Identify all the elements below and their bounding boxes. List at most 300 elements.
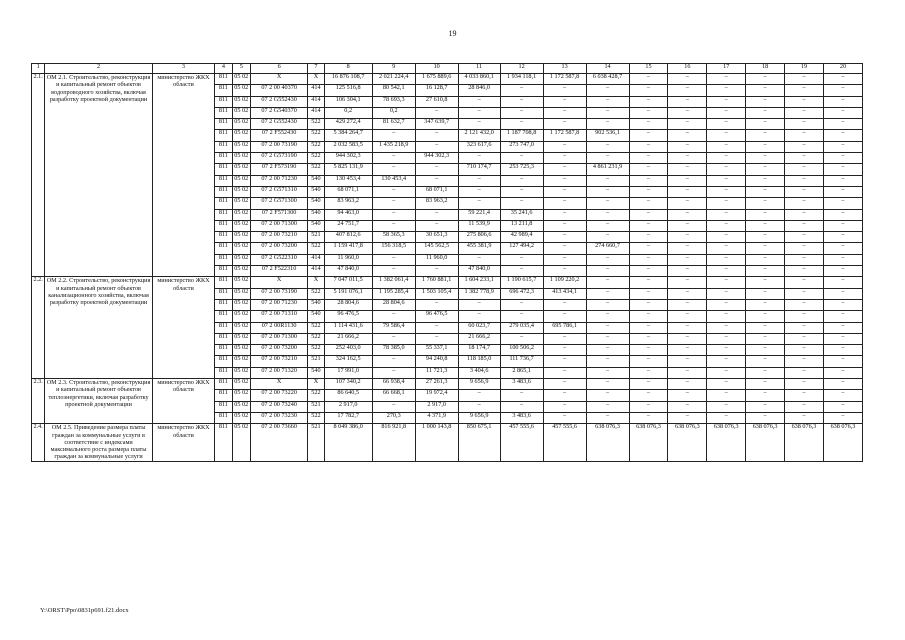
- data-cell: 07 2 00 71230: [250, 175, 307, 186]
- data-cell: 07 2 G573190: [250, 153, 307, 164]
- data-cell: –: [543, 96, 586, 107]
- data-cell: 11 721,3: [415, 367, 458, 378]
- data-cell: –: [707, 390, 746, 401]
- data-cell: 07 2 G552430: [250, 96, 307, 107]
- data-cell: 4 033 860,1: [458, 74, 500, 85]
- data-cell: 638 076,3: [668, 424, 707, 462]
- data-cell: 145 562,5: [415, 243, 458, 254]
- data-cell: 78 385,0: [372, 345, 415, 356]
- data-cell: –: [823, 345, 862, 356]
- data-cell: –: [668, 333, 707, 344]
- data-cell: –: [415, 322, 458, 333]
- data-cell: 07 2 00 71300: [250, 333, 307, 344]
- data-cell: –: [415, 333, 458, 344]
- data-cell: –: [823, 164, 862, 175]
- data-cell: 811: [215, 96, 232, 107]
- data-cell: –: [543, 232, 586, 243]
- data-cell: –: [629, 209, 668, 220]
- data-cell: 05 02: [232, 232, 250, 243]
- data-cell: 638 076,3: [629, 424, 668, 462]
- data-cell: –: [586, 85, 629, 96]
- data-cell: –: [543, 254, 586, 265]
- data-cell: –: [668, 209, 707, 220]
- data-cell: –: [707, 175, 746, 186]
- data-cell: –: [785, 333, 824, 344]
- data-cell: 540: [308, 367, 324, 378]
- data-cell: –: [707, 345, 746, 356]
- data-cell: –: [415, 130, 458, 141]
- data-cell: –: [543, 401, 586, 412]
- data-cell: –: [823, 175, 862, 186]
- data-cell: –: [586, 107, 629, 118]
- data-cell: 05 02: [232, 390, 250, 401]
- data-cell: 07 2 00 40370: [250, 85, 307, 96]
- data-cell: –: [668, 254, 707, 265]
- data-cell: –: [823, 401, 862, 412]
- data-cell: –: [458, 299, 500, 310]
- column-number-header: 3: [152, 64, 214, 74]
- data-cell: –: [707, 243, 746, 254]
- data-cell: –: [823, 74, 862, 85]
- data-cell: 05 02: [232, 356, 250, 367]
- data-cell: –: [785, 356, 824, 367]
- data-cell: –: [823, 288, 862, 299]
- data-cell: –: [746, 277, 785, 288]
- data-cell: 05 02: [232, 299, 250, 310]
- data-cell: 413 434,1: [543, 288, 586, 299]
- data-cell: –: [823, 311, 862, 322]
- column-number-header: 5: [232, 64, 250, 74]
- data-cell: 1 172 587,8: [543, 130, 586, 141]
- item-number: 2.4.: [32, 424, 45, 462]
- data-cell: –: [458, 198, 500, 209]
- column-number-header: 15: [629, 64, 668, 74]
- data-cell: –: [746, 254, 785, 265]
- data-cell: –: [668, 288, 707, 299]
- data-cell: 59 221,4: [458, 209, 500, 220]
- data-cell: 5 191 076,1: [324, 288, 372, 299]
- data-cell: 521: [308, 424, 324, 462]
- data-cell: 279 035,4: [500, 322, 543, 333]
- data-cell: 05 02: [232, 96, 250, 107]
- column-number-header: 18: [746, 64, 785, 74]
- data-cell: –: [746, 401, 785, 412]
- data-cell: –: [586, 141, 629, 152]
- data-cell: 816 921,8: [372, 424, 415, 462]
- data-cell: X: [250, 74, 307, 85]
- data-cell: 05 02: [232, 367, 250, 378]
- data-cell: 3 483,6: [500, 412, 543, 423]
- data-cell: –: [746, 175, 785, 186]
- column-number-header: 16: [668, 64, 707, 74]
- data-cell: –: [746, 356, 785, 367]
- data-cell: 05 02: [232, 141, 250, 152]
- table-row: [32, 424, 863, 462]
- data-cell: 1 195 285,4: [372, 288, 415, 299]
- column-number-header: 10: [415, 64, 458, 74]
- data-cell: –: [823, 209, 862, 220]
- data-cell: –: [785, 288, 824, 299]
- item-number: 2.2.: [32, 277, 45, 379]
- data-cell: –: [629, 254, 668, 265]
- data-cell: –: [746, 333, 785, 344]
- data-cell: –: [785, 390, 824, 401]
- data-cell: –: [785, 243, 824, 254]
- data-cell: –: [785, 379, 824, 390]
- data-cell: –: [785, 209, 824, 220]
- data-cell: 96 476,5: [415, 311, 458, 322]
- data-cell: 07 2 00 73200: [250, 243, 307, 254]
- data-cell: –: [668, 164, 707, 175]
- data-cell: 414: [308, 254, 324, 265]
- data-cell: –: [629, 232, 668, 243]
- data-cell: –: [668, 299, 707, 310]
- data-cell: 79 586,4: [372, 322, 415, 333]
- data-cell: 540: [308, 311, 324, 322]
- data-cell: –: [746, 107, 785, 118]
- data-cell: –: [707, 186, 746, 197]
- data-cell: 05 02: [232, 277, 250, 288]
- data-cell: 710 174,7: [458, 164, 500, 175]
- data-cell: –: [629, 379, 668, 390]
- data-cell: –: [629, 74, 668, 85]
- data-cell: 78 693,3: [372, 96, 415, 107]
- data-cell: 811: [215, 356, 232, 367]
- data-cell: 11 960,0: [324, 254, 372, 265]
- data-cell: 811: [215, 311, 232, 322]
- data-cell: 811: [215, 345, 232, 356]
- data-cell: 455 381,9: [458, 243, 500, 254]
- data-cell: 94 240,8: [415, 356, 458, 367]
- data-cell: –: [543, 186, 586, 197]
- data-cell: –: [785, 107, 824, 118]
- data-cell: –: [500, 390, 543, 401]
- data-cell: –: [458, 311, 500, 322]
- data-cell: –: [746, 209, 785, 220]
- data-cell: 811: [215, 424, 232, 462]
- data-cell: 1 114 431,6: [324, 322, 372, 333]
- data-cell: –: [372, 209, 415, 220]
- data-cell: X: [308, 379, 324, 390]
- data-cell: 696 472,3: [500, 288, 543, 299]
- table-row: [32, 277, 863, 288]
- data-cell: 1 190 615,7: [500, 277, 543, 288]
- data-cell: 811: [215, 333, 232, 344]
- data-cell: 17 991,0: [324, 367, 372, 378]
- data-cell: –: [629, 198, 668, 209]
- data-cell: –: [823, 232, 862, 243]
- measure-title: ОМ 2.3. Строительство, реконструкция и капитальный ремонт объектов теплоэнергетики, включая разработку проектной документации: [45, 379, 152, 424]
- page-number: 19: [448, 29, 457, 38]
- column-number-header: 7: [308, 64, 324, 74]
- data-cell: 05 02: [232, 130, 250, 141]
- data-cell: 07 2 00 73660: [250, 424, 307, 462]
- data-cell: –: [458, 153, 500, 164]
- data-cell: –: [415, 164, 458, 175]
- data-cell: 07 2 00 73210: [250, 356, 307, 367]
- data-cell: 27 610,8: [415, 96, 458, 107]
- column-number-header: 13: [543, 64, 586, 74]
- data-cell: –: [668, 345, 707, 356]
- data-cell: 07 2 G571310: [250, 186, 307, 197]
- data-cell: –: [668, 186, 707, 197]
- data-cell: 28 804,6: [324, 299, 372, 310]
- data-cell: 253 725,3: [500, 164, 543, 175]
- data-cell: 811: [215, 401, 232, 412]
- data-cell: –: [785, 130, 824, 141]
- data-cell: 522: [308, 130, 324, 141]
- header-row: [32, 64, 863, 74]
- data-cell: 05 02: [232, 220, 250, 231]
- column-number-header: 19: [785, 64, 824, 74]
- data-cell: 811: [215, 164, 232, 175]
- data-cell: 05 02: [232, 424, 250, 462]
- data-cell: –: [415, 107, 458, 118]
- data-cell: –: [823, 107, 862, 118]
- data-cell: –: [668, 266, 707, 277]
- data-cell: –: [668, 412, 707, 423]
- data-cell: –: [746, 345, 785, 356]
- data-cell: 81 632,7: [372, 119, 415, 130]
- data-cell: –: [543, 85, 586, 96]
- data-cell: –: [746, 232, 785, 243]
- data-cell: 4 371,9: [415, 412, 458, 423]
- data-cell: –: [746, 119, 785, 130]
- data-cell: –: [586, 266, 629, 277]
- data-cell: 05 02: [232, 333, 250, 344]
- data-cell: 540: [308, 186, 324, 197]
- data-cell: –: [668, 153, 707, 164]
- data-cell: 1 760 881,1: [415, 277, 458, 288]
- data-cell: –: [823, 96, 862, 107]
- data-cell: –: [415, 299, 458, 310]
- column-number-header: 9: [372, 64, 415, 74]
- data-cell: 1 382 061,4: [372, 277, 415, 288]
- data-cell: –: [543, 390, 586, 401]
- data-cell: –: [500, 153, 543, 164]
- data-cell: 2 865,1: [500, 367, 543, 378]
- measure-title: ОМ 2.2. Строительство, реконструкция и капитальный ремонт объектов канализационного хозяйства, включая разработку проектной документации: [45, 277, 152, 379]
- data-cell: –: [372, 333, 415, 344]
- data-cell: –: [629, 390, 668, 401]
- data-cell: 811: [215, 107, 232, 118]
- data-cell: –: [629, 175, 668, 186]
- data-cell: –: [543, 175, 586, 186]
- data-cell: –: [785, 367, 824, 378]
- data-cell: –: [668, 379, 707, 390]
- data-cell: 21 666,2: [458, 333, 500, 344]
- data-cell: 07 2 00 71320: [250, 367, 307, 378]
- data-cell: –: [707, 288, 746, 299]
- data-cell: –: [668, 96, 707, 107]
- data-cell: 1 159 417,8: [324, 243, 372, 254]
- data-cell: –: [707, 367, 746, 378]
- data-cell: 07 2 G540370: [250, 107, 307, 118]
- data-cell: –: [668, 175, 707, 186]
- data-cell: –: [586, 390, 629, 401]
- data-cell: 118 185,0: [458, 356, 500, 367]
- data-cell: –: [629, 141, 668, 152]
- data-cell: 05 02: [232, 254, 250, 265]
- data-cell: 3 483,6: [500, 379, 543, 390]
- data-cell: –: [500, 254, 543, 265]
- data-cell: –: [629, 243, 668, 254]
- data-cell: –: [668, 130, 707, 141]
- data-cell: –: [415, 141, 458, 152]
- data-cell: 811: [215, 243, 232, 254]
- data-cell: –: [372, 164, 415, 175]
- data-cell: –: [707, 232, 746, 243]
- data-cell: –: [586, 254, 629, 265]
- data-cell: 414: [308, 96, 324, 107]
- data-cell: –: [543, 356, 586, 367]
- data-cell: –: [586, 186, 629, 197]
- data-cell: –: [629, 288, 668, 299]
- data-cell: 07 2 F571300: [250, 209, 307, 220]
- data-cell: 05 02: [232, 164, 250, 175]
- data-cell: –: [543, 367, 586, 378]
- data-cell: 05 02: [232, 266, 250, 277]
- data-cell: –: [746, 311, 785, 322]
- data-cell: –: [372, 266, 415, 277]
- column-number-header: 1: [32, 64, 45, 74]
- file-path-footer: Y:\ORST\Ppo\0831p691.f21.docx: [40, 607, 129, 614]
- data-cell: 522: [308, 412, 324, 423]
- data-cell: –: [586, 311, 629, 322]
- data-cell: –: [629, 299, 668, 310]
- data-cell: –: [629, 85, 668, 96]
- item-number: 2.1.: [32, 74, 45, 277]
- data-cell: 695 786,1: [543, 322, 586, 333]
- data-cell: –: [629, 130, 668, 141]
- data-cell: 96 476,5: [324, 311, 372, 322]
- data-cell: –: [707, 220, 746, 231]
- data-cell: –: [586, 277, 629, 288]
- data-cell: –: [500, 96, 543, 107]
- column-number-header: 14: [586, 64, 629, 74]
- data-cell: 05 02: [232, 379, 250, 390]
- data-cell: –: [785, 119, 824, 130]
- data-cell: 07 2 00R1130: [250, 322, 307, 333]
- data-cell: 1 675 889,6: [415, 74, 458, 85]
- data-cell: –: [823, 367, 862, 378]
- data-cell: 522: [308, 288, 324, 299]
- data-cell: –: [707, 401, 746, 412]
- data-cell: –: [586, 209, 629, 220]
- data-cell: –: [586, 367, 629, 378]
- data-cell: –: [707, 130, 746, 141]
- data-cell: 05 02: [232, 401, 250, 412]
- data-cell: –: [629, 356, 668, 367]
- data-cell: –: [415, 220, 458, 231]
- data-cell: 0,2: [324, 107, 372, 118]
- data-cell: –: [746, 266, 785, 277]
- data-cell: –: [746, 412, 785, 423]
- data-cell: –: [668, 198, 707, 209]
- data-cell: 100 506,2: [500, 345, 543, 356]
- data-cell: 24 751,7: [324, 220, 372, 231]
- data-cell: 42 989,4: [500, 232, 543, 243]
- data-cell: 522: [308, 333, 324, 344]
- column-number-header: 11: [458, 64, 500, 74]
- data-cell: –: [372, 220, 415, 231]
- data-cell: –: [668, 232, 707, 243]
- data-cell: –: [668, 277, 707, 288]
- data-cell: –: [629, 119, 668, 130]
- data-cell: –: [823, 130, 862, 141]
- executor: министерство ЖКХ области: [152, 277, 214, 379]
- data-cell: –: [823, 254, 862, 265]
- data-cell: 811: [215, 153, 232, 164]
- data-cell: –: [543, 107, 586, 118]
- executor: министерство ЖКХ области: [152, 74, 214, 277]
- data-cell: 1 109 220,2: [543, 277, 586, 288]
- data-cell: –: [586, 322, 629, 333]
- data-cell: –: [707, 119, 746, 130]
- data-cell: –: [746, 379, 785, 390]
- data-cell: 638 076,3: [823, 424, 862, 462]
- data-cell: 811: [215, 288, 232, 299]
- data-cell: 07 2 00 73200: [250, 345, 307, 356]
- data-cell: –: [746, 288, 785, 299]
- data-cell: –: [785, 153, 824, 164]
- data-cell: 127 494,2: [500, 243, 543, 254]
- data-cell: –: [629, 96, 668, 107]
- data-cell: 07 2 F522310: [250, 266, 307, 277]
- data-cell: 429 272,4: [324, 119, 372, 130]
- data-cell: –: [629, 186, 668, 197]
- item-number: 2.3.: [32, 379, 45, 424]
- data-cell: –: [458, 390, 500, 401]
- column-number-header: 2: [45, 64, 152, 74]
- data-cell: –: [543, 164, 586, 175]
- data-cell: 522: [308, 345, 324, 356]
- data-cell: –: [746, 186, 785, 197]
- data-cell: –: [707, 356, 746, 367]
- data-cell: X: [250, 277, 307, 288]
- data-cell: 107 340,2: [324, 379, 372, 390]
- data-cell: 130 453,4: [372, 175, 415, 186]
- data-cell: –: [629, 322, 668, 333]
- column-number-header: 12: [500, 64, 543, 74]
- data-cell: 07 2 00 71300: [250, 220, 307, 231]
- column-number-header: 8: [324, 64, 372, 74]
- data-cell: –: [823, 390, 862, 401]
- data-cell: 68 071,1: [415, 186, 458, 197]
- data-cell: 811: [215, 186, 232, 197]
- data-cell: –: [629, 153, 668, 164]
- data-cell: –: [707, 254, 746, 265]
- data-cell: 05 02: [232, 311, 250, 322]
- data-cell: –: [629, 412, 668, 423]
- data-cell: –: [415, 266, 458, 277]
- data-cell: 522: [308, 390, 324, 401]
- data-cell: –: [500, 107, 543, 118]
- data-cell: –: [746, 153, 785, 164]
- data-cell: 414: [308, 266, 324, 277]
- data-cell: –: [668, 119, 707, 130]
- data-cell: 05 02: [232, 175, 250, 186]
- data-cell: –: [746, 243, 785, 254]
- data-cell: 522: [308, 322, 324, 333]
- data-cell: –: [707, 153, 746, 164]
- measure-title: ОМ 2.5. Приведение размера платы граждан за коммунальные услуги в соответствие с индексами максимального роста размера платы граждан за коммунальные услуги: [45, 424, 152, 462]
- data-cell: –: [707, 322, 746, 333]
- data-cell: –: [586, 119, 629, 130]
- data-cell: 05 02: [232, 186, 250, 197]
- data-cell: –: [500, 85, 543, 96]
- data-cell: 811: [215, 209, 232, 220]
